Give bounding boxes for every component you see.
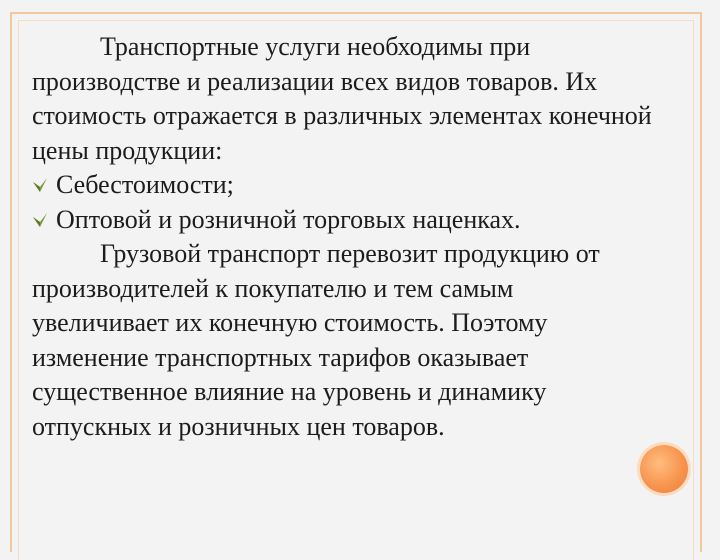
conclusion-paragraph: Грузовой транспорт перевозит продукцию от производителей к покупателю и тем самым увеличивает их конечную стоимость. Поэтому изменение транспортных тарифов оказывает существенное влияние на уровень и динамику отпускных и розничных цен товаров. [32,239,600,441]
bullet-label: Себестоимости; [56,170,234,199]
checkmark-bullet-icon [32,212,50,228]
list-item [32,203,652,238]
checkmark-bullet-icon [32,177,50,193]
bullet-label: Оптовой и розничной торговых наценках. [56,204,521,234]
slide-body [32,30,652,444]
intro-paragraph: Транспортные услуги необходимы при производстве и реализации всех видов товаров. Их стоимость отражается в различных элементах конечной цены продукции: [32,32,652,165]
bullet-list [32,168,652,237]
decorative-circle-icon [640,445,688,493]
list-item [32,168,652,203]
